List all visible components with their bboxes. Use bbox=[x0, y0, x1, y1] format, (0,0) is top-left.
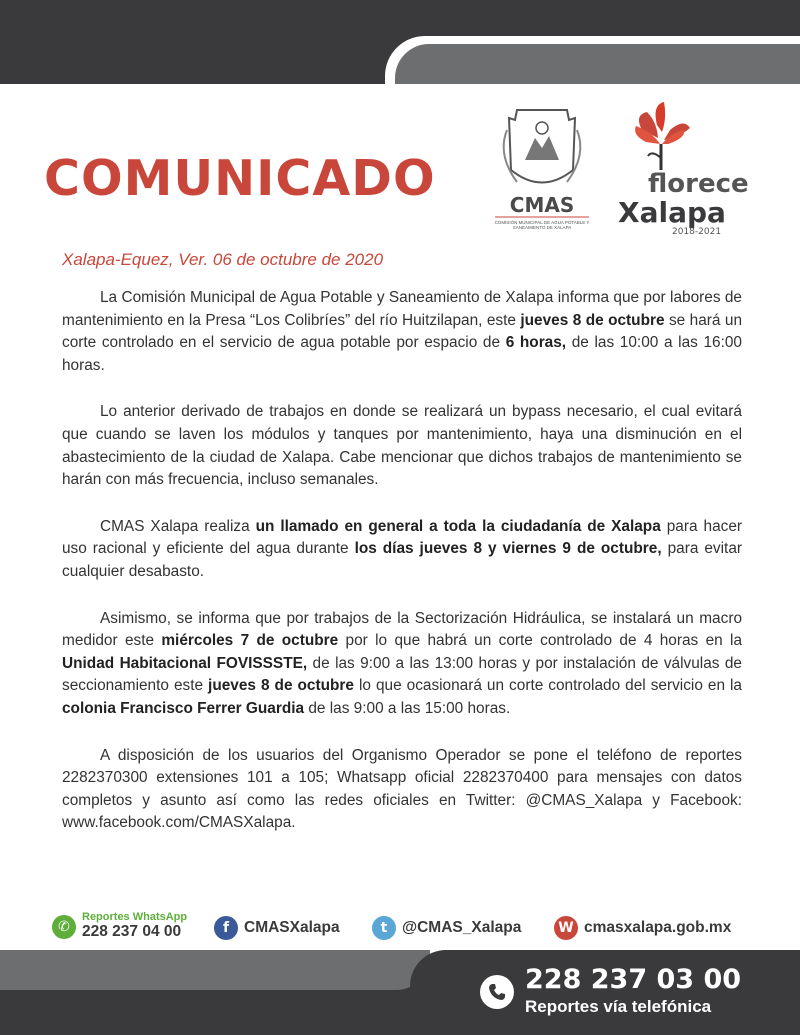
phone-icon bbox=[480, 975, 514, 1009]
text-run: por lo que habrá un corte controlado de 4 horas en la bbox=[338, 632, 743, 650]
text-run: A disposición de los usuarios del Organismo Operador se pone el teléfono de reportes 2282370300 extensiones 101 a 105; Whatsapp oficial 2282370400 para mensajes con datos completos y asunto así como las redes oficiales en Twitter: @CMAS_Xalapa y Facebook: www.facebook.com/CMASXalapa. bbox=[62, 746, 742, 832]
footer-tab-gray bbox=[0, 950, 430, 990]
facebook-link[interactable] bbox=[214, 916, 340, 940]
logo-word-xalapa: Xalapa bbox=[618, 196, 726, 229]
footer-phone-number[interactable]: 228 237 03 00 bbox=[525, 964, 742, 995]
text-run: de las 10:00 a las 16:00 horas. bbox=[62, 334, 742, 374]
cmas-crest-icon bbox=[487, 100, 597, 235]
text-run: para evitar cualquier desabasto. bbox=[62, 540, 743, 580]
bold-text: 6 horas, bbox=[505, 334, 567, 352]
text-run: lo que ocasionará un corte controlado del servicio en la bbox=[353, 677, 742, 695]
web-icon: W bbox=[554, 916, 578, 940]
paragraph bbox=[62, 608, 742, 721]
text-run: CMAS Xalapa realiza bbox=[100, 517, 256, 535]
social-links bbox=[52, 910, 772, 946]
bold-text: jueves 8 de octubre bbox=[208, 677, 354, 695]
bold-text: los días jueves 8 y viernes 9 de octubre, bbox=[354, 540, 662, 558]
paragraph bbox=[62, 516, 742, 584]
text-run: La Comisión Municipal de Agua Potable y Saneamiento de Xalapa informa que por labores de mantenimiento en la Presa “Los Colibríes” del río Huitzilapan, este bbox=[62, 289, 742, 329]
whatsapp-number: 228 237 04 00 bbox=[82, 923, 182, 940]
website-url: cmasxalapa.gob.mx bbox=[584, 919, 732, 936]
cmas-logo-subtitle: COMISIÓN MUNICIPAL DE AGUA POTABLE Y SANEAMIENTO DE XALAPA bbox=[494, 220, 590, 230]
twitter-icon: t bbox=[372, 916, 396, 940]
text-run: para hacer uso racional y eficiente del agua durante bbox=[62, 517, 743, 558]
flower-icon bbox=[612, 100, 762, 240]
cmas-logo bbox=[487, 100, 597, 235]
cmas-logo-text: CMAS bbox=[509, 193, 575, 217]
paragraph bbox=[62, 287, 742, 377]
bold-text: un llamado en general a toda la ciudadanía de Xalapa bbox=[255, 517, 661, 535]
whatsapp-contact[interactable] bbox=[52, 912, 187, 941]
bold-text: miércoles 7 de octubre bbox=[161, 632, 339, 650]
footer-phone-label: Reportes vía telefónica bbox=[525, 997, 712, 1016]
facebook-handle: CMASXalapa bbox=[244, 919, 340, 936]
text-run: se hará un corte controlado en el servicio de agua potable por espacio de bbox=[62, 311, 742, 352]
paragraph bbox=[62, 745, 742, 835]
facebook-icon: f bbox=[214, 916, 238, 940]
twitter-link[interactable] bbox=[372, 916, 521, 940]
text-run: de las 9:00 a las 13:00 horas y por instalación de válvulas de seccionamiento este bbox=[62, 654, 742, 695]
communique-body bbox=[62, 287, 742, 859]
twitter-handle: @CMAS_Xalapa bbox=[402, 919, 522, 936]
bold-text: Unidad Habitacional FOVISSSTE, bbox=[62, 654, 308, 672]
paragraph bbox=[62, 401, 742, 491]
bold-text: jueves 8 de octubre bbox=[520, 311, 665, 329]
text-run: Asimismo, se informa que por trabajos de la Sectorización Hidráulica, se instalará un macro medidor este bbox=[62, 609, 742, 650]
text-run: Lo anterior derivado de trabajos en donde se realizará un bypass necesario, el cual evitará que cuando se laven los módulos y tanques por mantenimiento, haya una disminución en el abastecimiento de la ciudad de Xalapa. Cabe mencionar que dichos trabajos de mantenimiento se harán con más frecuencia, incluso semanales. bbox=[62, 403, 742, 489]
website-link[interactable] bbox=[554, 916, 731, 940]
text-run: de las 9:00 a las 15:00 horas. bbox=[304, 699, 511, 717]
whatsapp-label: Reportes WhatsApp bbox=[82, 911, 188, 923]
florece-xalapa-logo bbox=[612, 100, 762, 240]
logo-word-florece: florece bbox=[648, 169, 749, 199]
bold-text: colonia Francisco Ferrer Guardia bbox=[62, 699, 305, 717]
page-title: COMUNICADO bbox=[44, 150, 436, 207]
dateline: Xalapa-Equez, Ver. 06 de octubre de 2020 bbox=[62, 250, 384, 269]
logo-years: 2018-2021 bbox=[672, 227, 722, 237]
whatsapp-icon: ✆ bbox=[52, 915, 76, 939]
header-tab-gray bbox=[395, 44, 800, 84]
